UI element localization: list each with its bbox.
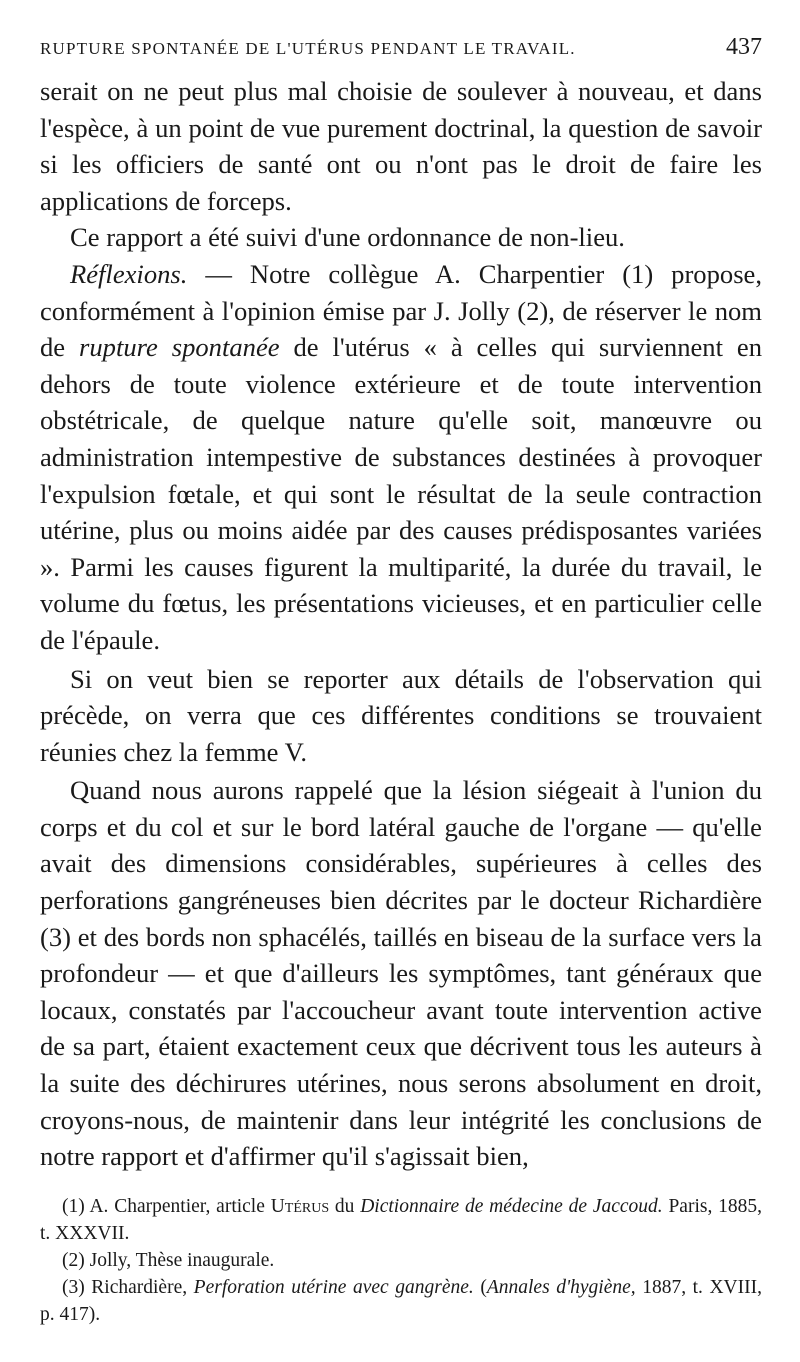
footnote-1-title: Dictionnaire de médecine de Jaccoud. (360, 1195, 663, 1217)
footnote-3-c: 1887, t. XVIII, p. 417). (40, 1276, 762, 1325)
paragraph-2: Ce rapport a été suivi d'une ordonnance de non-lieu. (70, 222, 625, 253)
footnotes (40, 1193, 762, 1328)
footnote-1-c: Paris, 1885, t. XXXVII. (40, 1195, 762, 1244)
reflexions-lead: Réflexions. (70, 258, 188, 289)
paragraph-5: Quand nous aurons rappelé que la lésion siégeait à l'union du corps et du col et sur le bord latéral gauche de l'organe — qu'elle avait des dimensions considérables, supérieures à celles des perforations gangréneuses bien décrites par le docteur Richardière (3) et des bords non sphacélés, taillés en biseau de la surface vers la profondeur — et que d'ailleurs les symptômes, tant généraux que locaux, constatés par l'accoucheur avant toute intervention active de sa part, étaient exactement ceux que décrivent tous les auteurs à la suite des déchirures utérines, nous serons absolument en droit, croyons-nous, de maintenir dans leur intégrité les conclusions de notre rapport et d'affirmer qu'il s'agissait bien, (40, 775, 762, 1172)
footnote-3-a: (3) Richardière, (62, 1276, 194, 1298)
running-head (40, 34, 762, 61)
paragraph-1: serait on ne peut plus mal choisie de soulever à nouveau, et dans l'espèce, à un point de vue purement doctrinal, la question de savoir si les officiers de santé ont ou n'ont pas le droit de faire les applications de forceps. (40, 76, 762, 216)
paragraph-3-part-b: de l'utérus « à celles qui surviennent en dehors de toute violence extérieure et de toute intervention obstétricale, de quelque nature qu'elle soit, manœuvre ou administration intempestive de substances destinées à provoquer l'expulsion fœtale, et qui sont le résultat de la seule contraction utérine, plus ou moins aidée par des causes prédisposantes variées ». Parmi les causes figurent la multiparité, la durée du travail, le volume du fœtus, les présentations vicieuses, et en particulier celle de l'épaule. (40, 332, 762, 655)
footnote-2: (2) Jolly, Thèse inaugurale. (62, 1249, 275, 1271)
rupture-spontanee-term: rupture spontanée (79, 332, 280, 363)
body-text (40, 73, 762, 1175)
footnote-1-a: (1) A. Charpentier, article (62, 1195, 271, 1217)
paragraph-3-part-a: — Notre collègue A. Charpentier (1) propose, conformément à l'opinion émise par J. Jolly (2), de réserver le nom de (40, 258, 762, 363)
paragraph-3 (40, 256, 762, 659)
footnote-1-b: du (329, 1195, 361, 1217)
footnote-1-sc: Utérus (270, 1195, 330, 1217)
paragraph-4: Si on veut bien se reporter aux détails de l'observation qui précède, on verra que ces différentes conditions se trouvaient réunies chez la femme V. (40, 663, 762, 767)
footnote-3-title: Perforation utérine avec gangrène. (193, 1276, 474, 1298)
running-title: RUPTURE SPONTANÉE DE L'UTÉRUS PENDANT LE TRAVAIL. (40, 39, 576, 58)
footnote-3-b: ( (473, 1276, 487, 1298)
footnote-3 (40, 1274, 762, 1328)
footnote-3-journal: Annales d'hygiène, (486, 1276, 636, 1298)
page-number: 437 (726, 34, 762, 60)
footnote-1 (40, 1193, 762, 1247)
